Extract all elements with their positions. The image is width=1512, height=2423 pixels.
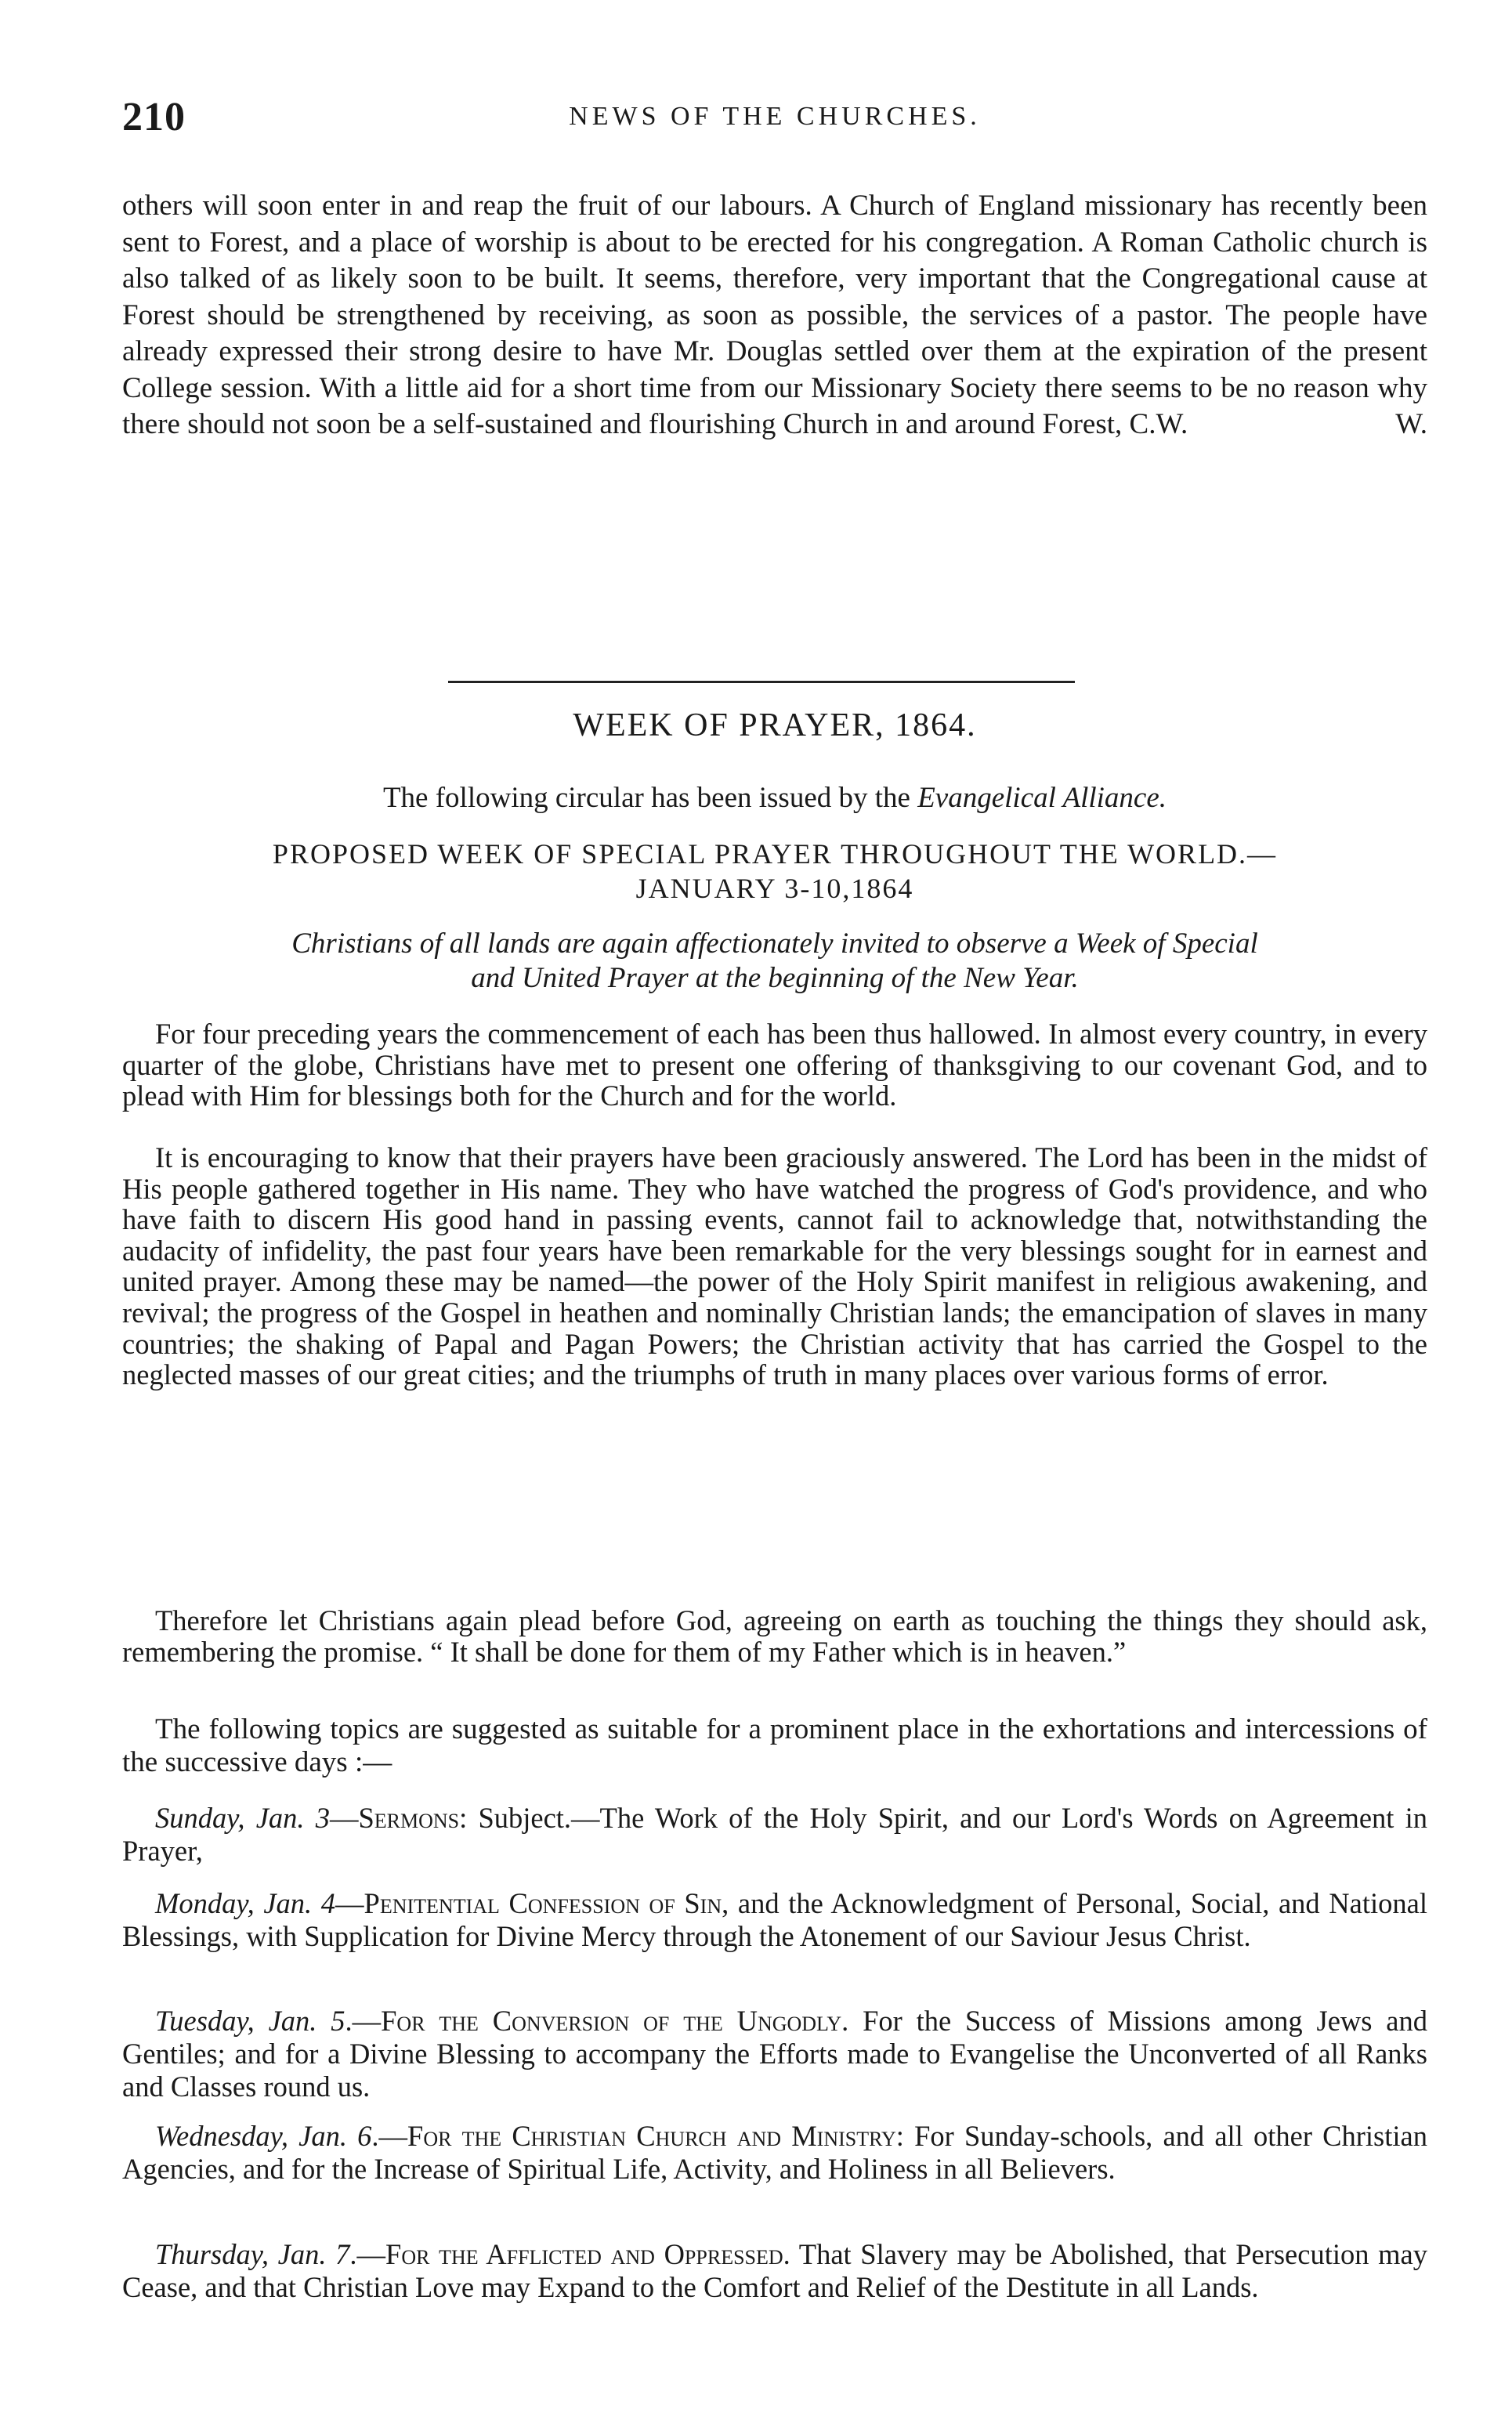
day-label: Sunday, Jan. 3 (155, 1802, 330, 1834)
day-topic: .—For the Christian Church and Ministry: (371, 2120, 904, 2152)
issued-line (122, 781, 1427, 815)
topics-intro: The following topics are suggested as suitable for a prominent place in the exhortations and intercessions of the successive days :— (122, 1713, 1427, 1778)
running-head (122, 94, 1427, 149)
day-label: Tuesday, Jan. 5 (155, 2005, 345, 2037)
proposed-heading (122, 837, 1427, 906)
day-entry-tuesday (122, 2005, 1427, 2103)
day-entry-sunday (122, 1802, 1427, 1868)
day-entry-thursday (122, 2238, 1427, 2304)
paragraph-3: Therefore let Christians again plead before God, agreeing on earth as touching the things they should ask, remembering the promise. “ It shall be done for them of my Father which is in heaven.” (122, 1604, 1427, 1668)
paragraph-2: It is encouraging to know that their prayers have been graciously answered. The Lord has been in the midst of His people gathered together in His name. They who have watched the progress of God's providence, and who have faith to discern His good hand in passing events, cannot fail to acknowledge that, notwithstanding the audacity of infidelity, the past four years have been remarkable for the very blessings sought for in earnest and united prayer. Among these may be named—the power of the Holy Spirit manifest in religious awakening, and revival; the progress of the Gospel in heathen and nominally Christian lands; the emancipation of slaves in many countries; the shaking of Papal and Pagan Powers; the Christian activity that has carried the Gospel to the neglected masses of our great cities; and the triumphs of truth in many places over various forms of error. (122, 1141, 1427, 1391)
paragraph-1: For four preceding years the commencement of each has been thus hallowed. In almost every country, in every quarter of the globe, Christians have met to present one offering of thanksgiving to our covenant God, and to plead with Him for blessings both for the Church and for the world. (122, 1018, 1427, 1112)
page-number: 210 (122, 95, 186, 139)
intro-paragraph (122, 188, 1427, 443)
day-text: For Sunday-schools, and all other Christian Agencies, and for the Increase of Spiritual Life, Activity, and Holiness in all Believers. (122, 2120, 1427, 2185)
issued-by: Evangelical Alliance. (917, 782, 1167, 814)
day-entry-wednesday (122, 2120, 1427, 2186)
invitation-line1: Christians of all lands are again affectionately invited to observe a Week of Special (291, 928, 1258, 960)
day-topic: .—For the Afflicted and Oppressed. (349, 2238, 790, 2270)
invitation-line2: and United Prayer at the beginning of the New Year. (471, 962, 1079, 994)
article-title: WEEK OF PRAYER, 1864. (573, 707, 977, 743)
day-topic: —Penitential Confession of Sin, (335, 1887, 729, 1919)
invitation (122, 927, 1427, 996)
day-text: Subject.—The Work of the Holy Spirit, and our Lord's Words on Agreement in Prayer, (122, 1802, 1427, 1867)
proposed-heading-line1: PROPOSED WEEK OF SPECIAL PRAYER THROUGHOUT THE WORLD.— (272, 838, 1278, 870)
day-text: That Slavery may be Abolished, that Persecution may Cease, and that Christian Love may Expand to the Comfort and Relief of the Destitute in all Lands. (122, 2238, 1427, 2303)
intro-text: others will soon enter in and reap the fruit of our labours. A Church of England missionary has recently been sent to Forest, and a place of worship is about to be erected for his congregation. A Roman Catholic church is also talked of as likely soon to be built. It seems, therefore, very important that the Congregational cause at Forest should be strengthened by receiving, as soon as possible, the services of a pastor. The people have already expressed their strong desire to have Mr. Douglas settled over them at the expiration of the present College session. With a little aid for a short time from our Missionary Society there seems to be no reason why there should not soon be a self-sustained and flourishing Church in and around Forest, C.W. (122, 190, 1427, 440)
day-label: Wednesday, Jan. 6 (155, 2120, 372, 2152)
day-label: Thursday, Jan. 7 (155, 2238, 350, 2270)
section-divider (448, 681, 1075, 683)
intro-signature: W. (1395, 408, 1427, 440)
day-topic: —Sermons: (329, 1802, 468, 1834)
day-text: and the Acknowledgment of Personal, Social, and National Blessings, with Supplication for Divine Mercy through the Atonement of our Saviour Jesus Christ. (122, 1887, 1427, 1952)
day-entry-monday (122, 1887, 1427, 1953)
issued-prefix: The following circular has been issued by the (382, 782, 910, 814)
day-label: Monday, Jan. 4 (155, 1887, 336, 1919)
day-topic: .—For the Conversion of the Ungodly. (345, 2005, 849, 2037)
day-text: For the Success of Missions among Jews and Gentiles; and for a Divine Blessing to accompany the Efforts made to Evangelise the Unconverted of all Ranks and Classes round us. (122, 2005, 1428, 2103)
running-title: NEWS OF THE CHURCHES. (569, 102, 981, 131)
proposed-heading-line2: JANUARY 3-10,1864 (635, 873, 914, 904)
